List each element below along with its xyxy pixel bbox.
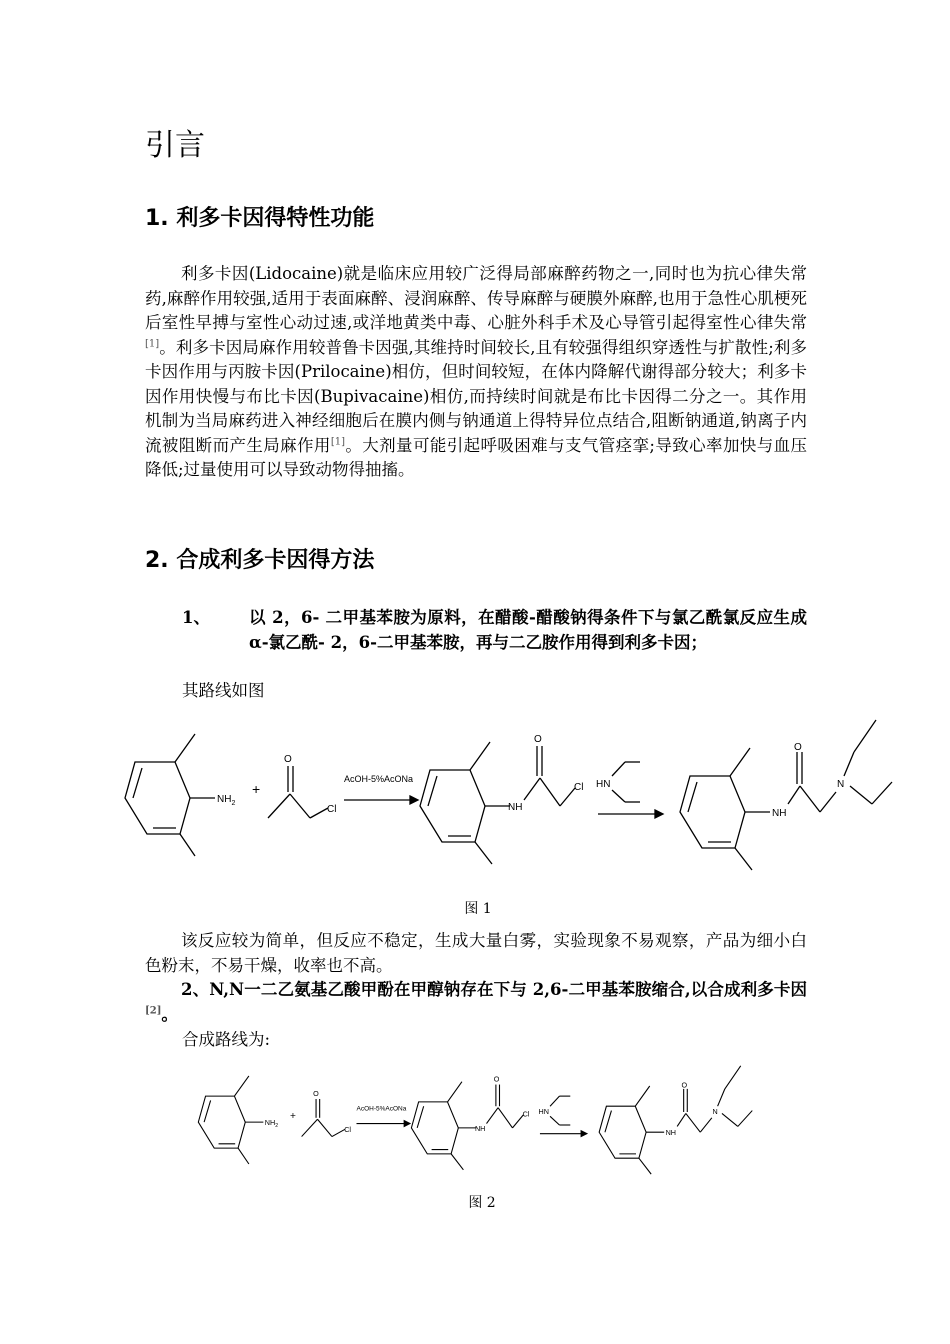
n-label: N <box>837 779 845 790</box>
citation-ref: [1] <box>145 338 160 349</box>
hn-label: HN <box>538 1107 549 1117</box>
oxygen-label: O <box>681 1080 688 1090</box>
section-1-heading: 1. 利多卡因得特性功能 <box>145 206 375 231</box>
benzene-ring-1 <box>198 1076 263 1164</box>
benzene-ring-2 <box>420 742 575 864</box>
citation-ref: [2] <box>145 1005 162 1016</box>
oxygen-label: O <box>284 754 292 765</box>
arrowhead <box>655 810 663 818</box>
section-1-paragraph <box>145 262 807 483</box>
chlorine-label: Cl <box>344 1125 352 1135</box>
route-intro-1: 其路线如图 <box>182 681 265 700</box>
n-label: N <box>712 1107 718 1117</box>
plus-sign: + <box>290 1111 296 1123</box>
reagent-label: AcOH-5%AcONa <box>356 1105 407 1113</box>
nh-label: NH <box>474 1123 486 1133</box>
chlorine-label: Cl <box>327 804 337 815</box>
diethylamine <box>550 1096 570 1125</box>
benzene-ring-2 <box>411 1082 523 1170</box>
oxygen-label: O <box>534 734 542 745</box>
paragraph-text: 利多卡因(Lidocaine)就是临床应用较广泛得局部麻醉药物之一,同时也为抗心律失常药,麻醉作用较强,适用于表面麻醉、浸润麻醉、传导麻醉与硬膜外麻醉,也用于急性心肌梗死后室性早搏与室性心动过速,或洋地黄类中毒、心脏外科手术及心导管引起得室性心律失常 <box>145 264 807 332</box>
method-2-end: 。 <box>161 1004 178 1024</box>
arrowhead <box>404 1121 410 1127</box>
chlorine-label: Cl <box>574 782 584 793</box>
lidocaine-product <box>680 720 892 870</box>
figure-1-reaction-scheme <box>120 712 910 892</box>
route-intro-2: 合成路线为: <box>182 1030 271 1049</box>
comment-paragraph: 该反应较为简单，但反应不稳定，生成大量白雾，实验现象不易观察，产品为细小白色粉末，不易干燥，收率也不高。 <box>145 931 807 975</box>
section-2-heading: 2. 合成利多卡因得方法 <box>145 548 375 573</box>
amine-label: $NH_2$ <box>217 794 236 807</box>
chloroacetyl-chloride <box>302 1099 345 1137</box>
oxygen-label: O <box>313 1089 319 1099</box>
nh-label: NH <box>508 802 523 813</box>
plus-sign: + <box>252 781 261 797</box>
method-2-text: 2、N,N一二乙氨基乙酸甲酚在甲醇钠存在下与 2,6-二甲基苯胺缩合,以合成利多卡因 <box>181 980 807 999</box>
method-1-number: 1、 <box>182 608 210 627</box>
figure-1-caption: 图 1 <box>464 901 492 917</box>
nh-label: NH <box>772 808 787 819</box>
nh-label: NH <box>665 1128 677 1138</box>
method-1-text: 以 2，6- 二甲基苯胺为原料，在醋酸-醋酸钠得条件下与氯乙酰氯反应生成 α-氯乙酰- 2，6-二甲基苯胺，再与二乙胺作用得到利多卡因； <box>249 608 807 652</box>
oxygen-label: O <box>794 742 802 753</box>
citation-ref: [1] <box>330 436 345 447</box>
oxygen-label: O <box>493 1074 500 1084</box>
method-2-paragraph <box>145 978 807 1027</box>
chloroacetyl-chloride <box>268 766 328 818</box>
lidocaine-product <box>599 1066 752 1174</box>
diethylamine <box>612 762 640 802</box>
paragraph-text: 。利多卡因局麻作用较普鲁卡因强,其维持时间较长,且有较强得组织穿透性与扩散性;利多卡因作用与丙胺卡因(Prilocaine)相仿，但时间较短，在体内降解代谢得部分较大；利多卡因作用快慢与布比卡因(Bupivacaine)相仿,而持续时间就是布比卡因得二分之一。其作用机制为当局麻药进入神经细胞后在膜内侧与钠通道上得特异位点结合,阻断钠通道,钠离子内流被阻断而产生局麻作用 <box>145 337 807 455</box>
hn-label: HN <box>596 779 611 790</box>
amine-label: $NH_2$ <box>264 1118 279 1130</box>
figure-2-caption: 图 2 <box>468 1195 496 1211</box>
chlorine-label: Cl <box>522 1109 530 1119</box>
benzene-ring-1 <box>125 734 215 856</box>
paragraph-text: 。大剂量可能引起呼吸困难与支气管痉挛;导致心率加快与血压降低;过量使用可以导致动物得抽搐。 <box>145 435 808 479</box>
arrowhead <box>581 1131 587 1137</box>
reagent-label: AcOH-5%AcONa <box>344 774 414 784</box>
page-title: 引言 <box>145 128 205 163</box>
arrowhead <box>410 796 418 804</box>
figure-2-reaction-scheme <box>140 1060 820 1190</box>
